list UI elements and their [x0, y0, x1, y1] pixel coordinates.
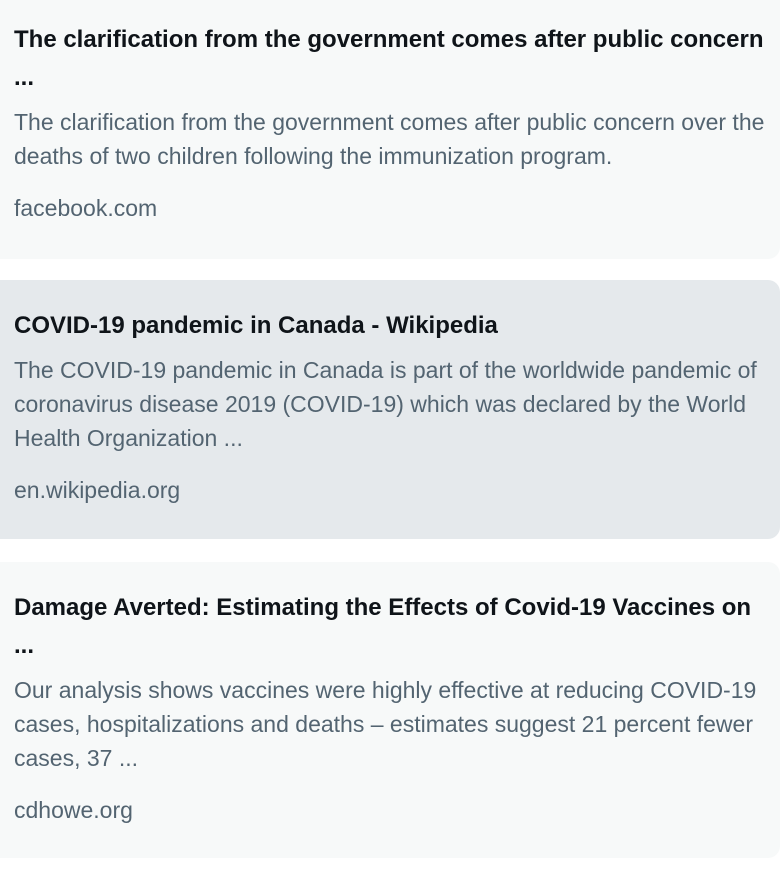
result-snippet: Our analysis shows vaccines were highly effective at reducing COVID-19 cases, hospitalizations and deaths – estimates suggest 21 percent fewer cases, 37 ... [14, 677, 757, 771]
result-card-cdhowe[interactable] [0, 562, 780, 858]
result-domain[interactable]: en.wikipedia.org [14, 477, 181, 503]
result-snippet: The clarification from the government comes after public concern over the deaths of two children following the immunization program. [14, 109, 765, 169]
result-card-wikipedia[interactable] [0, 280, 780, 539]
result-title[interactable]: The clarification from the government comes after public concern ... [14, 26, 764, 91]
result-card-facebook[interactable] [0, 0, 780, 259]
result-title[interactable]: Damage Averted: Estimating the Effects of Covid-19 Vaccines on ... [14, 594, 752, 659]
result-domain[interactable]: facebook.com [14, 195, 158, 221]
result-snippet: The COVID-19 pandemic in Canada is part of the worldwide pandemic of coronavirus disease 2019 (COVID-19) which was declared by the World Health Organization ... [14, 357, 757, 451]
result-domain[interactable]: cdhowe.org [14, 797, 133, 823]
result-title[interactable]: COVID-19 pandemic in Canada - Wikipedia [14, 312, 498, 339]
